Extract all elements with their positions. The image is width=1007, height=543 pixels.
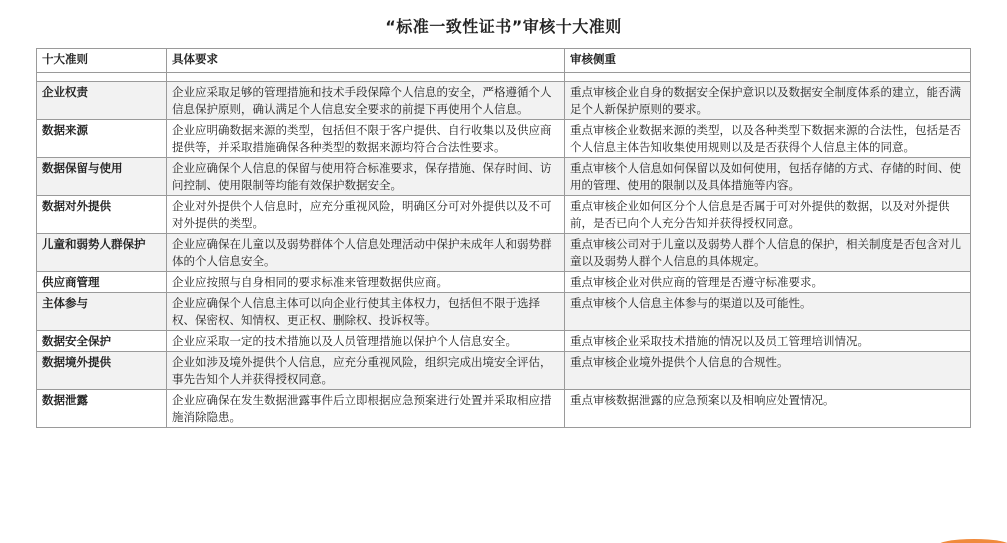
table-row [37, 158, 971, 196]
header-rule: 十大准则 [37, 49, 167, 73]
focus-cell: 重点审核企业境外提供个人信息的合规性。 [565, 352, 971, 390]
table-row [37, 390, 971, 428]
focus-cell: 重点审核公司对于儿童以及弱势人群个人信息的保护，相关制度是否包含对儿童以及弱势人群个人信息的具体规定。 [565, 234, 971, 272]
table-row [37, 82, 971, 120]
rule-cell: 儿童和弱势人群保护 [37, 234, 167, 272]
rule-cell: 企业权责 [37, 82, 167, 120]
requirement-cell: 企业应确保在发生数据泄露事件后立即根据应急预案进行处置并采取相应措施消除隐患。 [167, 390, 565, 428]
header-focus: 审核侧重 [565, 49, 971, 73]
requirement-cell: 企业应确保个人信息的保留与使用符合标准要求，保存措施、保存时间、访问控制、使用限制等均能有效保护数据安全。 [167, 158, 565, 196]
rule-cell: 供应商管理 [37, 272, 167, 293]
rule-cell: 数据对外提供 [37, 196, 167, 234]
header-requirement: 具体要求 [167, 49, 565, 73]
requirement-cell: 企业应采取足够的管理措施和技术手段保障个人信息的安全，严格遵循个人信息保护原则，确认满足个人信息安全要求的前提下再使用个人信息。 [167, 82, 565, 120]
focus-cell: 重点审核数据泄露的应急预案以及相响应处置情况。 [565, 390, 971, 428]
corner-decoration [937, 537, 1007, 543]
focus-cell: 重点审核企业采取技术措施的情况以及员工管理培训情况。 [565, 331, 971, 352]
requirement-cell: 企业应采取一定的技术措施以及人员管理措施以保护个人信息安全。 [167, 331, 565, 352]
requirement-cell: 企业应按照与自身相同的要求标准来管理数据供应商。 [167, 272, 565, 293]
table-row [37, 272, 971, 293]
rule-cell: 数据来源 [37, 120, 167, 158]
rule-cell: 主体参与 [37, 293, 167, 331]
focus-cell: 重点审核个人信息主体参与的渠道以及可能性。 [565, 293, 971, 331]
rule-cell: 数据泄露 [37, 390, 167, 428]
focus-cell: 重点审核企业数据来源的类型，以及各种类型下数据来源的合法性，包括是否个人信息主体告知收集使用规则以及是否获得个人信息主体的同意。 [565, 120, 971, 158]
focus-cell: 重点审核企业自身的数据安全保护意识以及数据安全制度体系的建立，能否满足个人新保护原则的要求。 [565, 82, 971, 120]
requirement-cell: 企业应确保个人信息主体可以向企业行使其主体权力，包括但不限于选择权、保密权、知情权、更正权、删除权、投诉权等。 [167, 293, 565, 331]
table-header-row [37, 49, 971, 73]
table-row [37, 352, 971, 390]
rule-cell: 数据安全保护 [37, 331, 167, 352]
requirement-cell: 企业如涉及境外提供个人信息，应充分重视风险，组织完成出境安全评估，事先告知个人并获得授权同意。 [167, 352, 565, 390]
audit-criteria-table [36, 48, 971, 428]
table-row [37, 234, 971, 272]
focus-cell: 重点审核企业对供应商的管理是否遵守标准要求。 [565, 272, 971, 293]
rule-cell: 数据保留与使用 [37, 158, 167, 196]
requirement-cell: 企业对外提供个人信息时，应充分重视风险，明确区分可对外提供以及不可对外提供的类型。 [167, 196, 565, 234]
table-row [37, 120, 971, 158]
header-spacer [37, 73, 971, 82]
focus-cell: 重点审核企业如何区分个人信息是否属于可对外提供的数据，以及对外提供前，是否已向个人充分告知并获得授权同意。 [565, 196, 971, 234]
table-row [37, 293, 971, 331]
requirement-cell: 企业应明确数据来源的类型，包括但不限于客户提供、自行收集以及供应商提供等，并采取措施确保各种类型的数据来源均符合合法性要求。 [167, 120, 565, 158]
table-row [37, 196, 971, 234]
focus-cell: 重点审核个人信息如何保留以及如何使用，包括存储的方式、存储的时间、使用的管理、使用的限制以及具体措施等内容。 [565, 158, 971, 196]
table-row [37, 331, 971, 352]
rule-cell: 数据境外提供 [37, 352, 167, 390]
page-title: “标准一致性证书”审核十大准则 [385, 17, 622, 36]
requirement-cell: 企业应确保在儿童以及弱势群体个人信息处理活动中保护未成年人和弱势群体的个人信息安全。 [167, 234, 565, 272]
